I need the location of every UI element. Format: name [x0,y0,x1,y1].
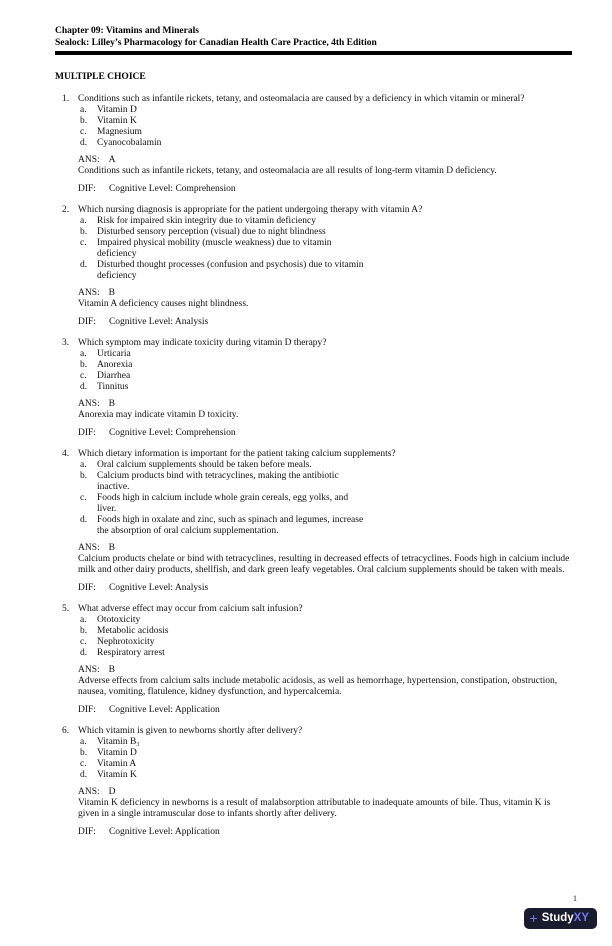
question-list [55,94,572,838]
answer-row [55,543,572,554]
option-text: Foods high in oxalate and zinc, such as spinach and legumes, increase the absorption of oral calcium supplementation. [97,515,364,536]
option-letter: c. [80,371,87,381]
plus-icon: + [529,909,538,926]
options-list [55,105,572,149]
option-text: Magnesium [97,127,142,137]
answer-value: B [108,665,115,675]
option-letter: a. [80,349,87,359]
question-stem-row [55,205,572,216]
answer-label: ANS: [78,288,100,298]
dif-value: Cognitive Level: Analysis [108,317,209,327]
dif-row [55,184,572,195]
option-letter: d. [80,260,88,270]
answer-label: ANS: [78,543,100,553]
studyxy-badge[interactable] [524,908,597,929]
dif-row [55,827,572,838]
option-row [55,138,572,149]
dif-value: Cognitive Level: Analysis [108,583,209,593]
option-row [55,737,572,748]
option-text: Anorexia [97,360,133,370]
option-text: Diarrhea [97,371,131,381]
options-list [55,349,572,393]
option-text: Disturbed sensory perception (visual) due to night blindness [97,227,326,237]
document-header [55,26,572,55]
answer-value: B [108,399,115,409]
question-number: 5. [62,604,70,614]
answer-row [55,399,572,410]
question-block [55,449,572,594]
option-row [55,615,572,626]
option-text: Cyanocobalamin [97,138,162,148]
question-stem-row [55,726,572,737]
option-text: Foods high in calcium include whole grain cereals, egg yolks, and liver. [97,493,349,514]
option-row [55,770,572,781]
question-text: Conditions such as infantile rickets, tetany, and osteomalacia are caused by a deficiency in which vitamin or mineral? [78,94,525,104]
question-text: Which symptom may indicate toxicity during vitamin D therapy? [78,338,327,348]
answer-label: ANS: [78,787,100,797]
option-row [55,238,572,260]
question-block [55,604,572,716]
option-row [55,116,572,127]
option-text: Calcium products bind with tetracyclines, making the antibiotic inactive. [97,471,339,492]
option-text: Vitamin K [97,116,137,126]
rationale-text: Vitamin K deficiency in newborns is a result of malabsorption attributable to inadequate amounts of bile. Thus, vitamin K is given in a single intramuscular dose to infants shortly after delivery. [78,798,551,819]
question-number: 2. [62,205,70,215]
section-title: MULTIPLE CHOICE [55,72,146,82]
page-number: 1 [573,894,577,903]
question-stem-row [55,449,572,460]
option-row [55,759,572,770]
question-block [55,338,572,439]
answer-row [55,155,572,166]
option-text: Vitamin B₃ [97,737,140,747]
option-letter: a. [80,216,87,226]
book-title: Sealock: Lilley’s Pharmacology for Canadian Health Care Practice, 4th Edition [55,37,377,48]
option-text: Respiratory arrest [97,648,165,658]
question-text: What adverse effect may occur from calcium salt infusion? [78,604,303,614]
question-text: Which dietary information is important for the patient taking calcium supplements? [78,449,396,459]
option-row [55,748,572,759]
dif-label: DIF: [78,583,96,593]
option-letter: a. [80,615,87,625]
question-number: 4. [62,449,70,459]
option-letter: d. [80,648,88,658]
option-text: Nephrotoxicity [97,637,155,647]
option-row [55,360,572,371]
options-list [55,216,572,282]
question-number: 1. [62,94,70,104]
question-number: 6. [62,726,70,736]
option-letter: b. [80,471,88,481]
answer-value: D [108,787,116,797]
option-row [55,216,572,227]
question-stem-row [55,338,572,349]
rationale-text: Calcium products chelate or bind with tetracyclines, resulting in decreased effects of tetracyclines. Foods high in calcium include milk and other dairy products, shellfish, and dark green leafy vegetables. Oral calcium supplements should be taken with meals. [78,554,570,575]
option-letter: a. [80,105,87,115]
option-letter: a. [80,737,87,747]
question-stem-row [55,94,572,105]
answer-value: B [108,543,115,553]
option-letter: b. [80,227,88,237]
answer-value: A [108,155,116,165]
answer-label: ANS: [78,399,100,409]
question-block [55,205,572,328]
option-letter: d. [80,138,88,148]
dif-value: Cognitive Level: Comprehension [108,184,236,194]
question-text: Which vitamin is given to newborns shortly after delivery? [78,726,303,736]
question-text: Which nursing diagnosis is appropriate for the patient undergoing therapy with vitamin A? [78,205,423,215]
dif-value: Cognitive Level: Comprehension [108,428,236,438]
answer-row [55,787,572,798]
option-text: Impaired physical mobility (muscle weakness) due to vitamin deficiency [97,238,332,259]
option-row [55,260,572,282]
dif-row [55,705,572,716]
answer-value: B [108,288,115,298]
answer-label: ANS: [78,155,100,165]
dif-row [55,583,572,594]
dif-label: DIF: [78,184,96,194]
dif-label: DIF: [78,827,96,837]
dif-label: DIF: [78,317,96,327]
dif-value: Cognitive Level: Application [108,705,220,715]
rationale-text: Conditions such as infantile rickets, tetany, and osteomalacia are all results of long-term vitamin D deficiency. [78,166,497,176]
option-row [55,349,572,360]
option-text: Vitamin D [97,105,137,115]
dif-label: DIF: [78,705,96,715]
brand-xy: XY [573,912,589,924]
question-stem-row [55,604,572,615]
options-list [55,615,572,659]
header-divider [55,51,572,55]
answer-label: ANS: [78,665,100,675]
dif-row [55,317,572,328]
option-letter: c. [80,238,87,248]
option-text: Urticaria [97,349,131,359]
option-text: Vitamin D [97,748,137,758]
answer-row [55,288,572,299]
option-text: Metabolic acidosis [97,626,169,636]
option-letter: b. [80,626,88,636]
dif-value: Cognitive Level: Application [108,827,220,837]
dif-row [55,428,572,439]
option-row [55,105,572,116]
option-row [55,471,572,493]
option-letter: d. [80,770,88,780]
option-text: Disturbed thought processes (confusion and psychosis) due to vitamin deficiency [97,260,364,281]
option-letter: b. [80,116,88,126]
option-text: Tinnitus [97,382,129,392]
option-text: Ototoxicity [97,615,141,625]
option-letter: b. [80,748,88,758]
option-row [55,493,572,515]
question-number: 3. [62,338,70,348]
option-row [55,515,572,537]
option-letter: d. [80,515,88,525]
option-text: Vitamin A [97,759,137,769]
dif-label: DIF: [78,428,96,438]
option-letter: c. [80,127,87,137]
option-row [55,371,572,382]
rationale-text: Adverse effects from calcium salts include metabolic acidosis, as well as hemorrhage, hypertension, constipation, obstruction, nausea, vomiting, flatulence, kidney dysfunction, and hypercalcemia. [78,676,558,697]
question-block [55,94,572,195]
option-text: Vitamin K [97,770,137,780]
option-letter: c. [80,493,87,503]
option-row [55,626,572,637]
brand-study: Study [541,912,574,924]
option-letter: c. [80,759,87,769]
question-block [55,726,572,838]
rationale-text: Vitamin A deficiency causes night blindness. [78,299,249,309]
option-row [55,227,572,238]
option-row [55,648,572,659]
option-letter: d. [80,382,88,392]
option-row [55,382,572,393]
option-letter: a. [80,460,87,470]
option-letter: c. [80,637,87,647]
chapter-title: Chapter 09: Vitamins and Minerals [55,26,199,36]
option-row [55,127,572,138]
option-row [55,637,572,648]
option-row [55,460,572,471]
options-list [55,460,572,537]
option-letter: b. [80,360,88,370]
options-list [55,737,572,781]
option-text: Oral calcium supplements should be taken before meals. [97,460,312,470]
rationale-text: Anorexia may indicate vitamin D toxicity. [78,410,239,420]
answer-row [55,665,572,676]
brand-name [542,912,589,924]
option-text: Risk for impaired skin integrity due to vitamin deficiency [97,216,316,226]
